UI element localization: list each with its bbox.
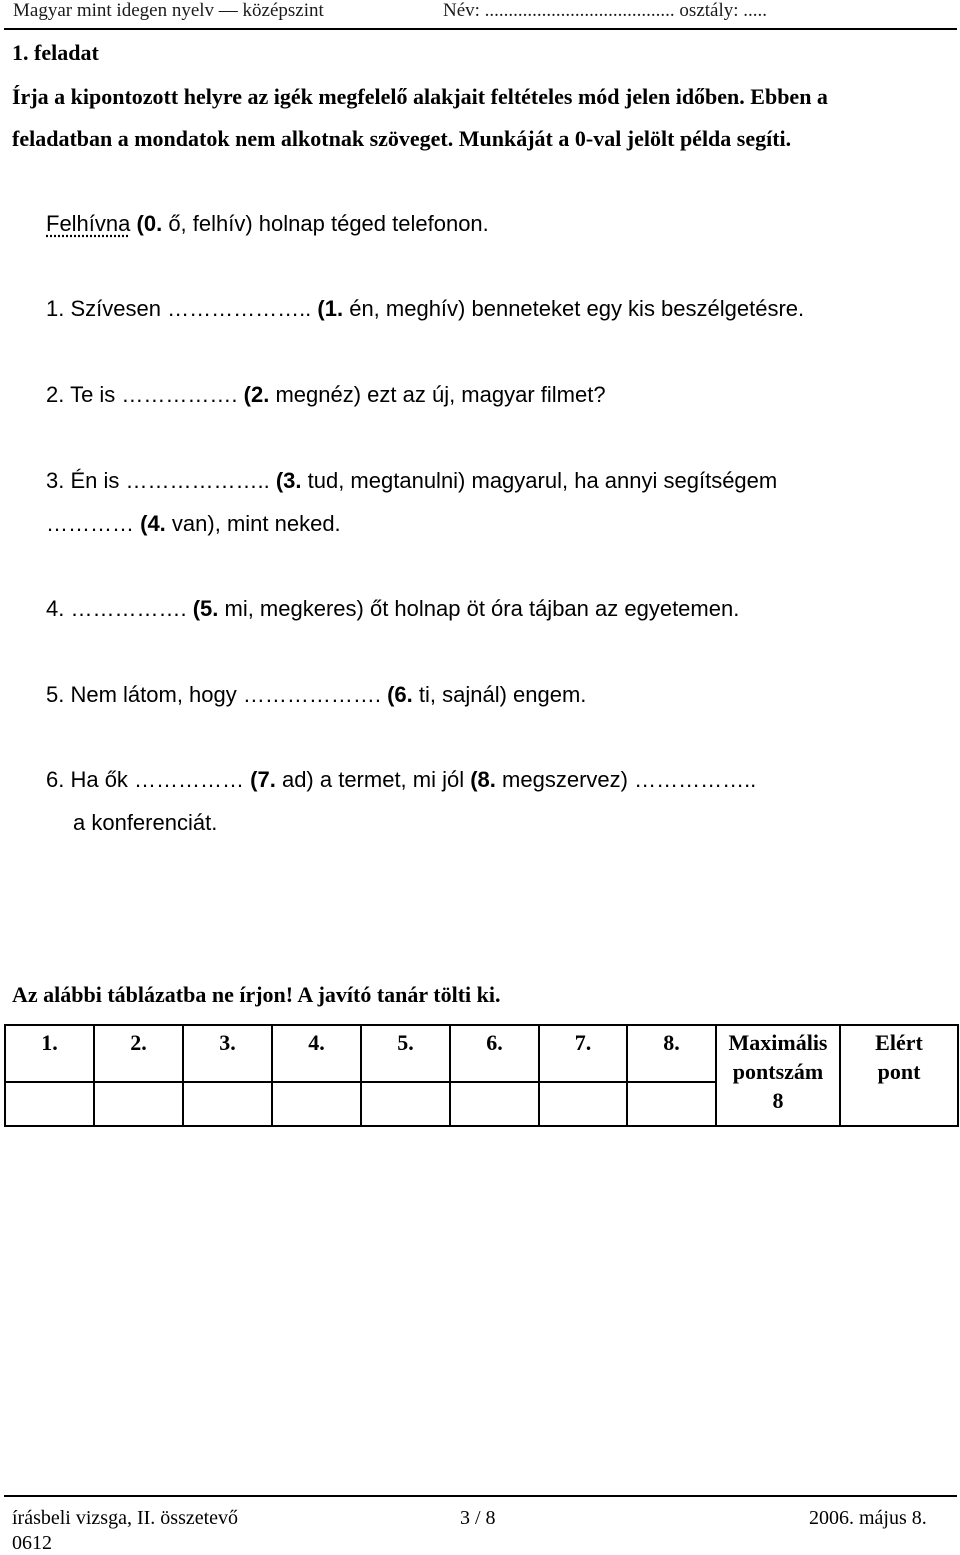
- sentence-3-continued: ………… (4. van), mint neked.: [46, 511, 341, 536]
- score-col-8: 8.: [627, 1025, 716, 1082]
- max-score-cell: Maximális pontszám 8: [716, 1025, 840, 1126]
- header-left: Magyar mint idegen nyelv — középszint: [13, 0, 324, 21]
- max-score-value: 8: [772, 1088, 784, 1113]
- score-entry-8: [627, 1082, 716, 1126]
- footer-exam-name: írásbeli vizsga, II. összetevő: [12, 1507, 239, 1529]
- sentence-2: 2. Te is ……………. (2. megnéz) ezt az új, magyar filmet?: [46, 382, 606, 407]
- earned-score-cell: Elért pont: [840, 1025, 958, 1126]
- score-entry-7: [539, 1082, 627, 1126]
- sentence-4: 4. ……………. (5. mi, megkeres) őt holnap öt óra tájban az egyetemen.: [46, 596, 740, 621]
- score-entry-3: [183, 1082, 272, 1126]
- scoring-table: [4, 1024, 959, 1127]
- score-entry-2: [94, 1082, 183, 1126]
- score-entry-6: [450, 1082, 539, 1126]
- footer-date: 2006. május 8.: [809, 1507, 927, 1529]
- score-col-6: 6.: [450, 1025, 539, 1082]
- instruction-line-1: Írja a kipontozott helyre az igék megfelelő alakjait feltételes mód jelen időben. Ebben a: [12, 84, 828, 109]
- header-rule: [4, 28, 957, 30]
- sentence-1: 1. Szívesen ……………….. (1. én, meghív) benneteket egy kis beszélgetésre.: [46, 296, 805, 321]
- sentence-0: Felhívna (0. ő, felhív) holnap téged telefonon.: [46, 211, 489, 236]
- example-answer: Felhívna: [46, 211, 131, 236]
- score-col-1: 1.: [5, 1025, 94, 1082]
- sentence-6: 6. Ha ők …………… (7. ad) a termet, mi jól (8. megszervez) ……………..: [46, 767, 757, 792]
- sentence-5: 5. Nem látom, hogy ………………. (6. ti, sajnál) engem.: [46, 682, 587, 707]
- score-entry-5: [361, 1082, 450, 1126]
- score-entry-4: [272, 1082, 361, 1126]
- footer-page-number: 3 / 8: [460, 1507, 496, 1529]
- scoring-header-row: [5, 1025, 958, 1082]
- task-title: 1. feladat: [12, 40, 99, 65]
- footer-rule: [4, 1495, 957, 1497]
- sentence-6-continued: a konferenciát.: [73, 810, 218, 835]
- sentence-3: 3. Én is ……………….. (3. tud, megtanulni) magyarul, ha annyi segítségem: [46, 468, 778, 493]
- header-right: Név: ........................................ osztály: .....: [443, 0, 768, 21]
- scoring-note: Az alábbi táblázatba ne írjon! A javító tanár tölti ki.: [12, 982, 501, 1007]
- score-entry-1: [5, 1082, 94, 1126]
- score-col-5: 5.: [361, 1025, 450, 1082]
- footer-code: 0612: [12, 1532, 52, 1554]
- score-col-3: 3.: [183, 1025, 272, 1082]
- instruction-line-2: feladatban a mondatok nem alkotnak szöveget. Munkáját a 0-val jelölt példa segíti.: [12, 126, 792, 151]
- score-col-4: 4.: [272, 1025, 361, 1082]
- score-col-7: 7.: [539, 1025, 627, 1082]
- score-col-2: 2.: [94, 1025, 183, 1082]
